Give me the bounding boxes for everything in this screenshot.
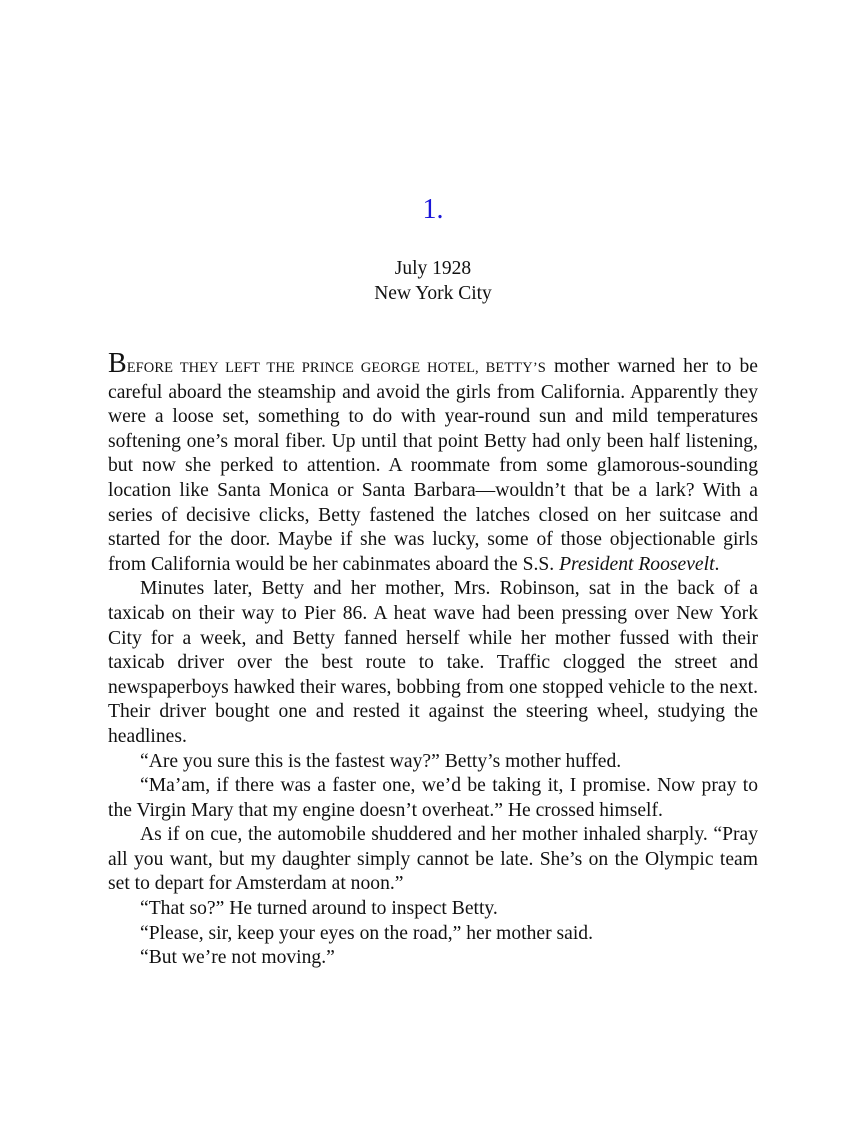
opening-small-caps: EFORE THEY LEFT THE PRINCE GEORGE HOTEL, BETTY’S	[126, 360, 546, 376]
drop-cap: B	[108, 348, 127, 379]
dateline-date: July 1928	[394, 258, 472, 279]
paragraph-6: “That so?” He turned around to inspect Betty.	[140, 898, 498, 920]
paragraph-4: “Ma’am, if there was a faster one, we’d be taking it, I promise. Now pray to the Virgin Mary that my engine doesn’t overheat.” He crossed himself.	[108, 775, 758, 821]
paragraph-8: “But we’re not moving.”	[140, 947, 335, 969]
dateline-place: New York City	[374, 283, 492, 304]
ship-name: President Roosevelt	[559, 553, 715, 575]
paragraph-1	[108, 348, 758, 577]
paragraph-5: As if on cue, the automobile shuddered and her mother inhaled sharply. “Pray all you want, but my daughter simply cannot be late. She’s on the Olympic team set to depart for Amsterdam at noon.”	[108, 824, 758, 895]
paragraph-2: Minutes later, Betty and her mother, Mrs. Robinson, sat in the back of a taxicab on their way to Pier 86. A heat wave had been pressing over New York City for a week, and Betty fanned herself while her mother fussed with their taxicab driver over the best route to take. Traffic clogged the street and newspaperboys hawked their wares, bobbing from one stopped vehicle to the next. Their driver bought one and rested it against the steering wheel, studying the headlines.	[108, 578, 758, 747]
chapter-body	[108, 348, 758, 971]
chapter-dateline	[108, 256, 758, 306]
paragraph-3: “Are you sure this is the fastest way?” Betty’s mother huffed.	[140, 750, 622, 772]
chapter-number: 1.	[422, 194, 444, 225]
paragraph-1-end: .	[714, 553, 720, 575]
paragraph-1-text: mother warned her to be careful aboard the steamship and avoid the girls from California. Apparently they were a loose set, something to do with year-round sun and mild temperatures softening one’s moral fiber. Up until that point Betty had only been half listening, but now she perked to attention. A roommate from some glamorous-sounding location like Santa Monica or Santa Barbara—wouldn’t that be a lark? With a series of decisive clicks, Betty fastened the latches closed on her suitcase and started for the door. Maybe if she was lucky, some of those objectionable girls from California would be her cabinmates aboard the S.S.	[108, 356, 758, 575]
paragraph-7: “Please, sir, keep your eyes on the road,” her mother said.	[140, 922, 593, 944]
